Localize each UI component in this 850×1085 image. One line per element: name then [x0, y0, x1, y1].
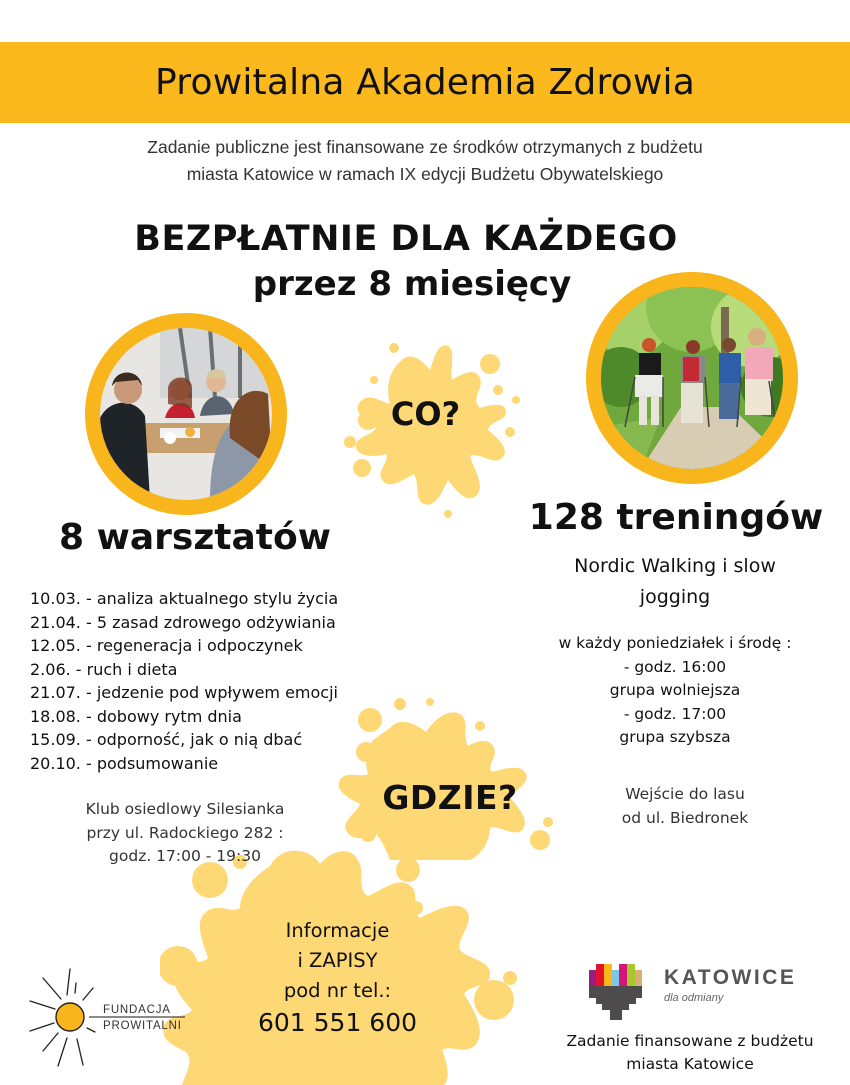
workshop-image-icon — [100, 328, 272, 500]
phone-number[interactable]: 601 551 600 — [257, 1008, 418, 1037]
schedule-line: grupa szybsza — [619, 728, 731, 746]
page-title: Prowitalna Akademia Zdrowia — [155, 62, 695, 103]
workshop-schedule-list — [30, 587, 338, 775]
workshop-item: 20.10. - podsumowanie — [30, 753, 219, 773]
foundation-name-line1: FUNDACJA — [103, 1004, 171, 1016]
what-label: CO? — [390, 395, 461, 433]
schedule-line: - godz. 16:00 — [623, 657, 727, 676]
trainings-title: 128 treningów — [528, 497, 824, 538]
workshop-photo — [85, 313, 287, 515]
workshop-item: 21.04. - 5 zasad zdrowego odżywiania — [30, 612, 336, 632]
foundation-name-line2: PROWITALNI — [103, 1020, 182, 1032]
workshop-item: 12.05. - regeneracja i odpoczynek — [30, 636, 303, 655]
trainings-subtitle-line2: jogging — [639, 586, 711, 608]
funding-notice-line1: Zadanie publiczne jest finansowane ze środków otrzymanych z budżetu — [147, 137, 703, 157]
schedule-line: grupa wolniejsza — [609, 681, 741, 699]
city-tagline: dla odmiany — [664, 992, 724, 1004]
workshop-item: 2.06. - ruch i dieta — [30, 659, 178, 679]
where-label: GDZIE? — [382, 778, 518, 817]
workshop-item: 18.08. - dobowy rytm dnia — [30, 706, 242, 726]
headline-free: BEZPŁATNIE DLA KAŻDEGO — [134, 219, 678, 259]
schedule-line: - godz. 17:00 — [623, 704, 727, 723]
funding-notice — [0, 134, 850, 188]
headline-duration: przez 8 miesięcy — [252, 264, 572, 304]
trainings-subtitle — [530, 551, 820, 613]
foundation-name — [103, 1002, 182, 1034]
workshop-location-line2: przy ul. Radockiego 282 : — [86, 823, 284, 842]
contact-line1: Informacje — [285, 919, 390, 942]
training-location-line1: Wejście do lasu — [625, 785, 745, 803]
workshop-location — [55, 798, 315, 869]
training-schedule — [530, 632, 820, 750]
funding-notice-line2: miasta Katowice w ramach IX edycji Budżetu Obywatelskiego — [186, 164, 664, 184]
contact-info — [225, 916, 450, 1006]
city-funding-note — [545, 1030, 835, 1076]
nordic-walking-image-icon — [601, 287, 783, 469]
workshop-item: 10.03. - analiza aktualnego stylu życia — [30, 589, 339, 608]
header-banner — [0, 42, 850, 123]
workshops-title: 8 warsztatów — [59, 517, 331, 558]
city-funding-line1: Zadanie finansowane z budżetu — [566, 1032, 814, 1050]
contact-line3: pod nr tel.: — [283, 979, 392, 1002]
training-location-line2: od ul. Biedronek — [621, 808, 749, 827]
katowice-logo-icon — [588, 962, 648, 1022]
workshop-item: 15.09. - odporność, jak o nią dbać — [30, 730, 303, 749]
contact-line2: i ZAPISY — [297, 949, 378, 972]
schedule-line: w każdy poniedziałek i środę : — [558, 634, 792, 652]
workshop-item: 21.07. - jedzenie pod wpływem emocji — [30, 683, 338, 702]
city-funding-line2: miasta Katowice — [626, 1055, 754, 1073]
workshop-location-line1: Klub osiedlowy Silesianka — [85, 800, 285, 818]
training-location — [560, 783, 810, 830]
nordic-walking-photo — [586, 272, 798, 484]
workshop-location-line3: godz. 17:00 - 19:30 — [109, 847, 261, 865]
trainings-subtitle-line1: Nordic Walking i slow — [574, 555, 776, 577]
city-name: KATOWICE — [664, 966, 797, 989]
